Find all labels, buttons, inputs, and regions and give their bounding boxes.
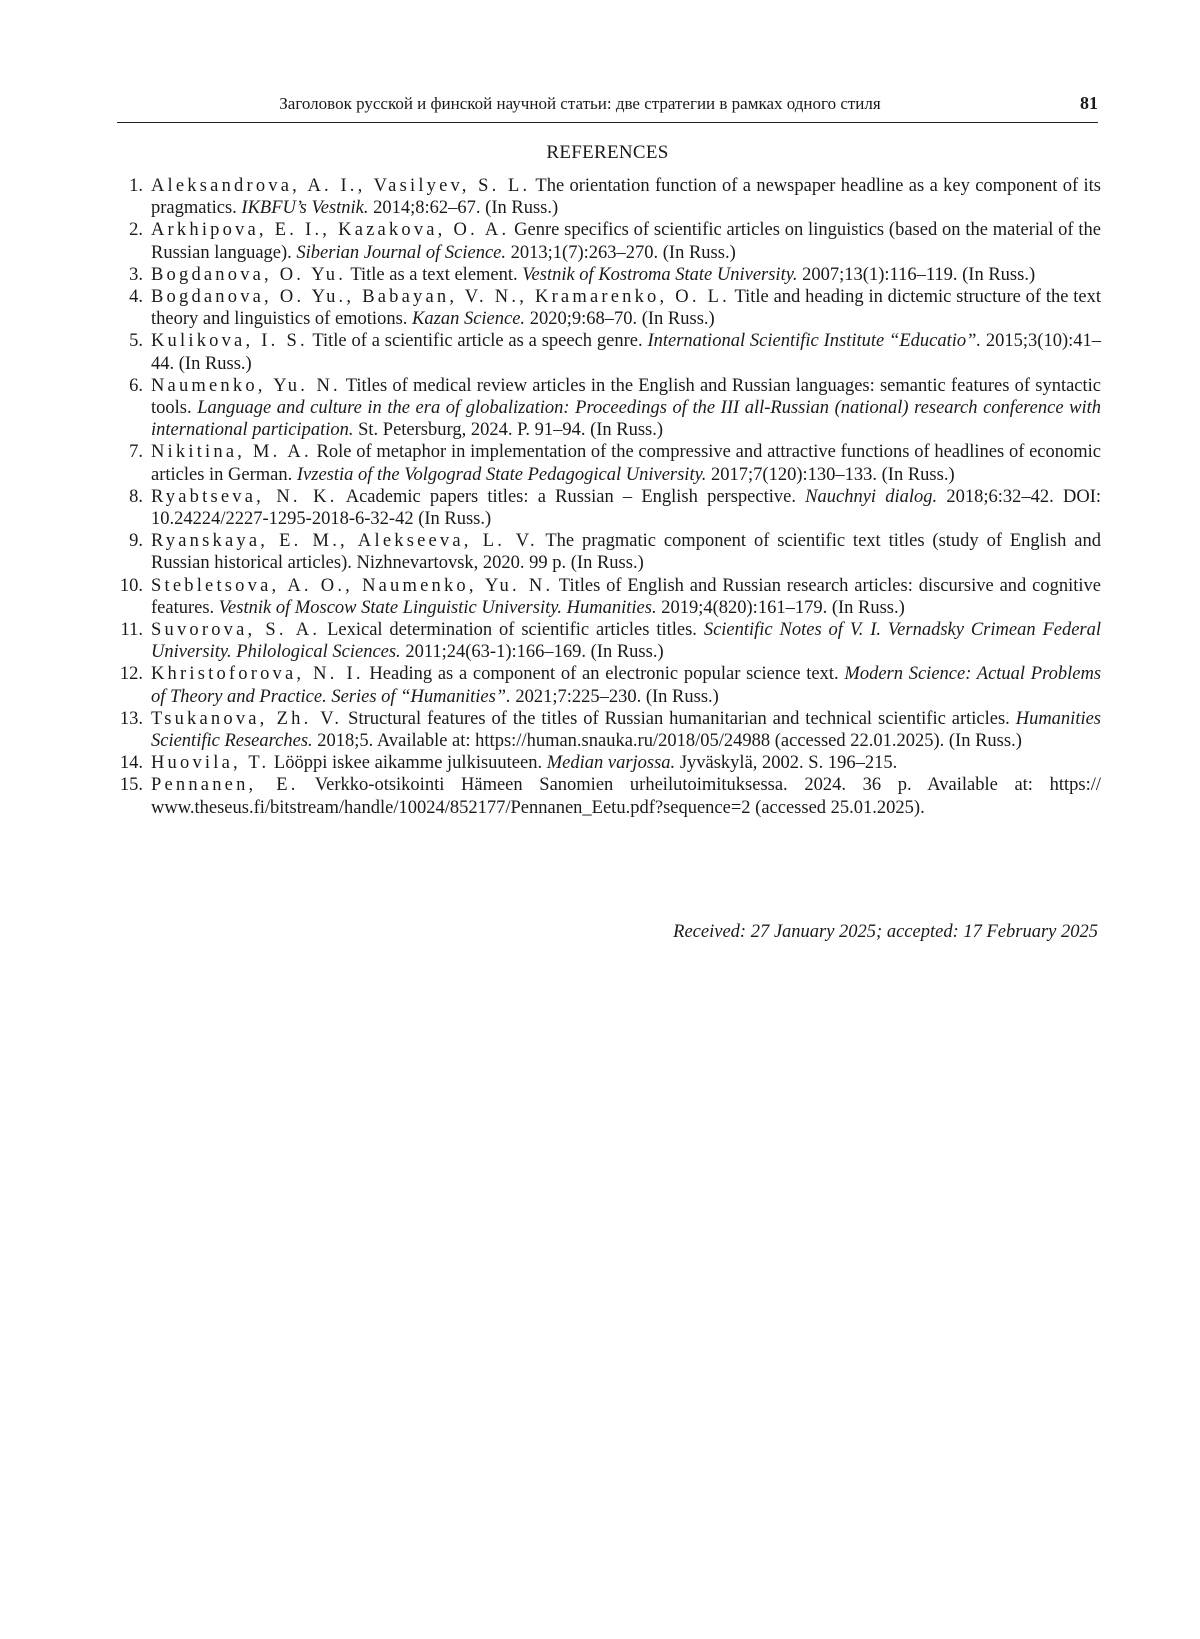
- reference-item: [117, 175, 1101, 219]
- reference-authors: Arkhipova, E. I., Kazakova, O. A.: [151, 220, 510, 241]
- reference-source: Modern Science: Actual Problems of Theory and Practice. Series of “Humanities”.: [151, 664, 1102, 707]
- reference-title: Titles of English and Russian research articles: discursive and cognitive features.: [151, 575, 1101, 618]
- reference-item: [117, 619, 1101, 663]
- reference-details: 2015;3(10):41–44. (In Russ.): [151, 331, 1101, 374]
- reference-source: Vestnik of Kostroma State University.: [522, 264, 798, 285]
- running-header: [117, 92, 1098, 123]
- reference-source: Siberian Journal of Science.: [296, 242, 507, 263]
- reference-details: Jyväskylä, 2002. S. 196–215.: [679, 753, 898, 774]
- reference-title: Title and heading in dictemic structure of the text theory and linguistics of emotions.: [151, 287, 1101, 330]
- reference-title: The pragmatic component of scientific text titles (study of English and Russian historical articles). Nizhnevartovsk, 2020. 99 p. (In Russ.): [151, 531, 1101, 574]
- reference-number: 9.: [129, 531, 143, 552]
- reference-item: [117, 219, 1101, 263]
- reference-title: Structural features of the titles of Russian humanitarian and technical scientific articles.: [348, 708, 1010, 729]
- reference-authors: Tsukanova, Zh. V.: [151, 708, 343, 729]
- reference-item: [117, 330, 1101, 374]
- reference-item: [117, 708, 1101, 752]
- reference-item: [117, 441, 1101, 485]
- reference-number: 6.: [129, 375, 143, 396]
- reference-number: 11.: [120, 620, 143, 641]
- reference-title: Lööppi iskee aikamme julkisuuteen.: [273, 753, 543, 774]
- reference-details: 2019;4(820):161–179. (In Russ.): [661, 597, 905, 618]
- reference-number: 3.: [129, 264, 143, 285]
- reference-source: IKBFU’s Vestnik.: [241, 198, 369, 219]
- reference-item: [117, 575, 1101, 619]
- reference-details: 2013;1(7):263–270. (In Russ.): [510, 242, 736, 263]
- reference-number: 12.: [119, 664, 143, 685]
- reference-authors: Huovila, T.: [151, 753, 270, 774]
- reference-source: Nauchnyi dialog.: [805, 486, 938, 507]
- reference-title: Verkko-otsikointi Hämeen Sanomien urheilutoimituksessa. 2024. 36 p. Available at: https:// www.theseus.fi/bitstream/handle/10024/852177/Pennanen_Eetu.pdf?sequence=2 (accessed 25.01.2025).: [151, 775, 1101, 818]
- reference-details: 2017;7(120):130–133. (In Russ.): [711, 464, 955, 485]
- reference-number: 13.: [119, 708, 143, 729]
- reference-source: Humanities Scientific Researches.: [151, 708, 1102, 752]
- reference-title: Genre specifics of scientific articles on linguistics (based on the material of the Russian language).: [151, 220, 1102, 263]
- reference-item: [117, 663, 1101, 707]
- reference-item: [117, 486, 1101, 530]
- reference-details: 2018;5. Available at: https://human.snauka.ru/2018/05/24988 (accessed 22.01.2025). (In Russ.): [317, 731, 1022, 752]
- reference-number: 15.: [119, 775, 143, 796]
- received-accepted-dates: Received: 27 January 2025; accepted: 17 February 2025: [673, 922, 1098, 942]
- reference-source: Language and culture in the era of globalization: Proceedings of the III all-Russian (national) research conference with international participation.: [151, 398, 1102, 441]
- reference-item: [117, 286, 1101, 330]
- reference-number: 8.: [129, 486, 143, 507]
- reference-source: Ivzestia of the Volgograd State Pedagogical University.: [296, 464, 707, 485]
- references-heading: REFERENCES: [546, 142, 669, 163]
- reference-details: 2007;13(1):116–119. (In Russ.): [802, 264, 1036, 285]
- reference-details: 2021;7:225–230. (In Russ.): [515, 686, 719, 707]
- reference-number: 1.: [129, 176, 143, 196]
- reference-authors: Suvorova, S. A.: [151, 620, 321, 641]
- reference-authors: Nikitina, M. A.: [151, 442, 312, 463]
- reference-authors: Bogdanova, O. Yu., Babayan, V. N., Kramarenko, O. L.: [151, 287, 731, 308]
- reference-number: 10.: [119, 575, 143, 596]
- reference-source: Vestnik of Moscow State Linguistic University. Humanities.: [218, 597, 657, 618]
- reference-source: Kazan Science.: [412, 309, 526, 330]
- reference-details: 2011;24(63-1):166–169. (In Russ.): [405, 642, 664, 663]
- reference-number: 2.: [129, 220, 143, 241]
- reference-number: 4.: [129, 287, 143, 308]
- reference-list: [117, 175, 1101, 819]
- reference-authors: Naumenko, Yu. N.: [151, 375, 341, 396]
- reference-number: 7.: [129, 442, 143, 463]
- reference-details: 2020;9:68–70. (In Russ.): [529, 309, 715, 330]
- reference-item: [117, 774, 1101, 818]
- reference-details: St. Petersburg, 2024. P. 91–94. (In Russ.): [358, 420, 664, 441]
- reference-source: International Scientific Institute “Educatio”.: [647, 331, 982, 352]
- reference-source: Median varjossa.: [546, 753, 676, 774]
- reference-title: The orientation function of a newspaper headline as a key component of its pragmatics.: [151, 176, 1102, 219]
- reference-item: [117, 530, 1101, 574]
- reference-number: 5.: [129, 331, 143, 352]
- reference-authors: Pennanen, E.: [151, 775, 299, 796]
- reference-details: 2014;8:62–67. (In Russ.): [373, 198, 559, 219]
- reference-title: Role of metaphor in implementation of the compressive and attractive functions of headlines of economic articles in German.: [151, 442, 1102, 485]
- reference-details: 2018;6:32–42. DOI: 10.24224/2227-1295-2018-6-32-42 (In Russ.): [151, 486, 1102, 530]
- reference-authors: Stebletsova, A. O., Naumenko, Yu. N.: [151, 575, 554, 596]
- reference-source: Scientific Notes of V. I. Vernadsky Crimean Federal University. Philological Sciences.: [151, 620, 1102, 663]
- reference-title: Lexical determination of scientific articles titles.: [327, 620, 697, 641]
- reference-item: [117, 264, 1101, 286]
- reference-item: [117, 752, 1101, 774]
- reference-title: Title as a text element.: [350, 264, 518, 285]
- reference-authors: Ryanskaya, E. M., Alekseeva, L. V.: [151, 531, 538, 552]
- reference-authors: Ryabtseva, N. K.: [151, 486, 338, 507]
- reference-number: 14.: [119, 753, 143, 774]
- reference-item: [117, 375, 1101, 442]
- reference-authors: Aleksandrova, A. I., Vasilyev, S. L.: [151, 176, 531, 196]
- running-title: Заголовок русской и финской научной статьи: две стратегии в рамках одного стиля: [279, 94, 881, 113]
- reference-title: Titles of medical review articles in the English and Russian languages: semantic features of syntactic tools.: [151, 375, 1101, 419]
- reference-title: Title of a scientific article as a speech genre.: [312, 331, 643, 352]
- reference-authors: Bogdanova, O. Yu.: [151, 264, 347, 285]
- reference-authors: Kulikova, I. S.: [151, 331, 308, 352]
- reference-authors: Khristoforova, N. I.: [151, 664, 364, 685]
- page-number: 81: [1080, 93, 1098, 113]
- reference-title: Academic papers titles: a Russian – English perspective.: [345, 486, 796, 507]
- reference-title: Heading as a component of an electronic popular science text.: [369, 664, 839, 685]
